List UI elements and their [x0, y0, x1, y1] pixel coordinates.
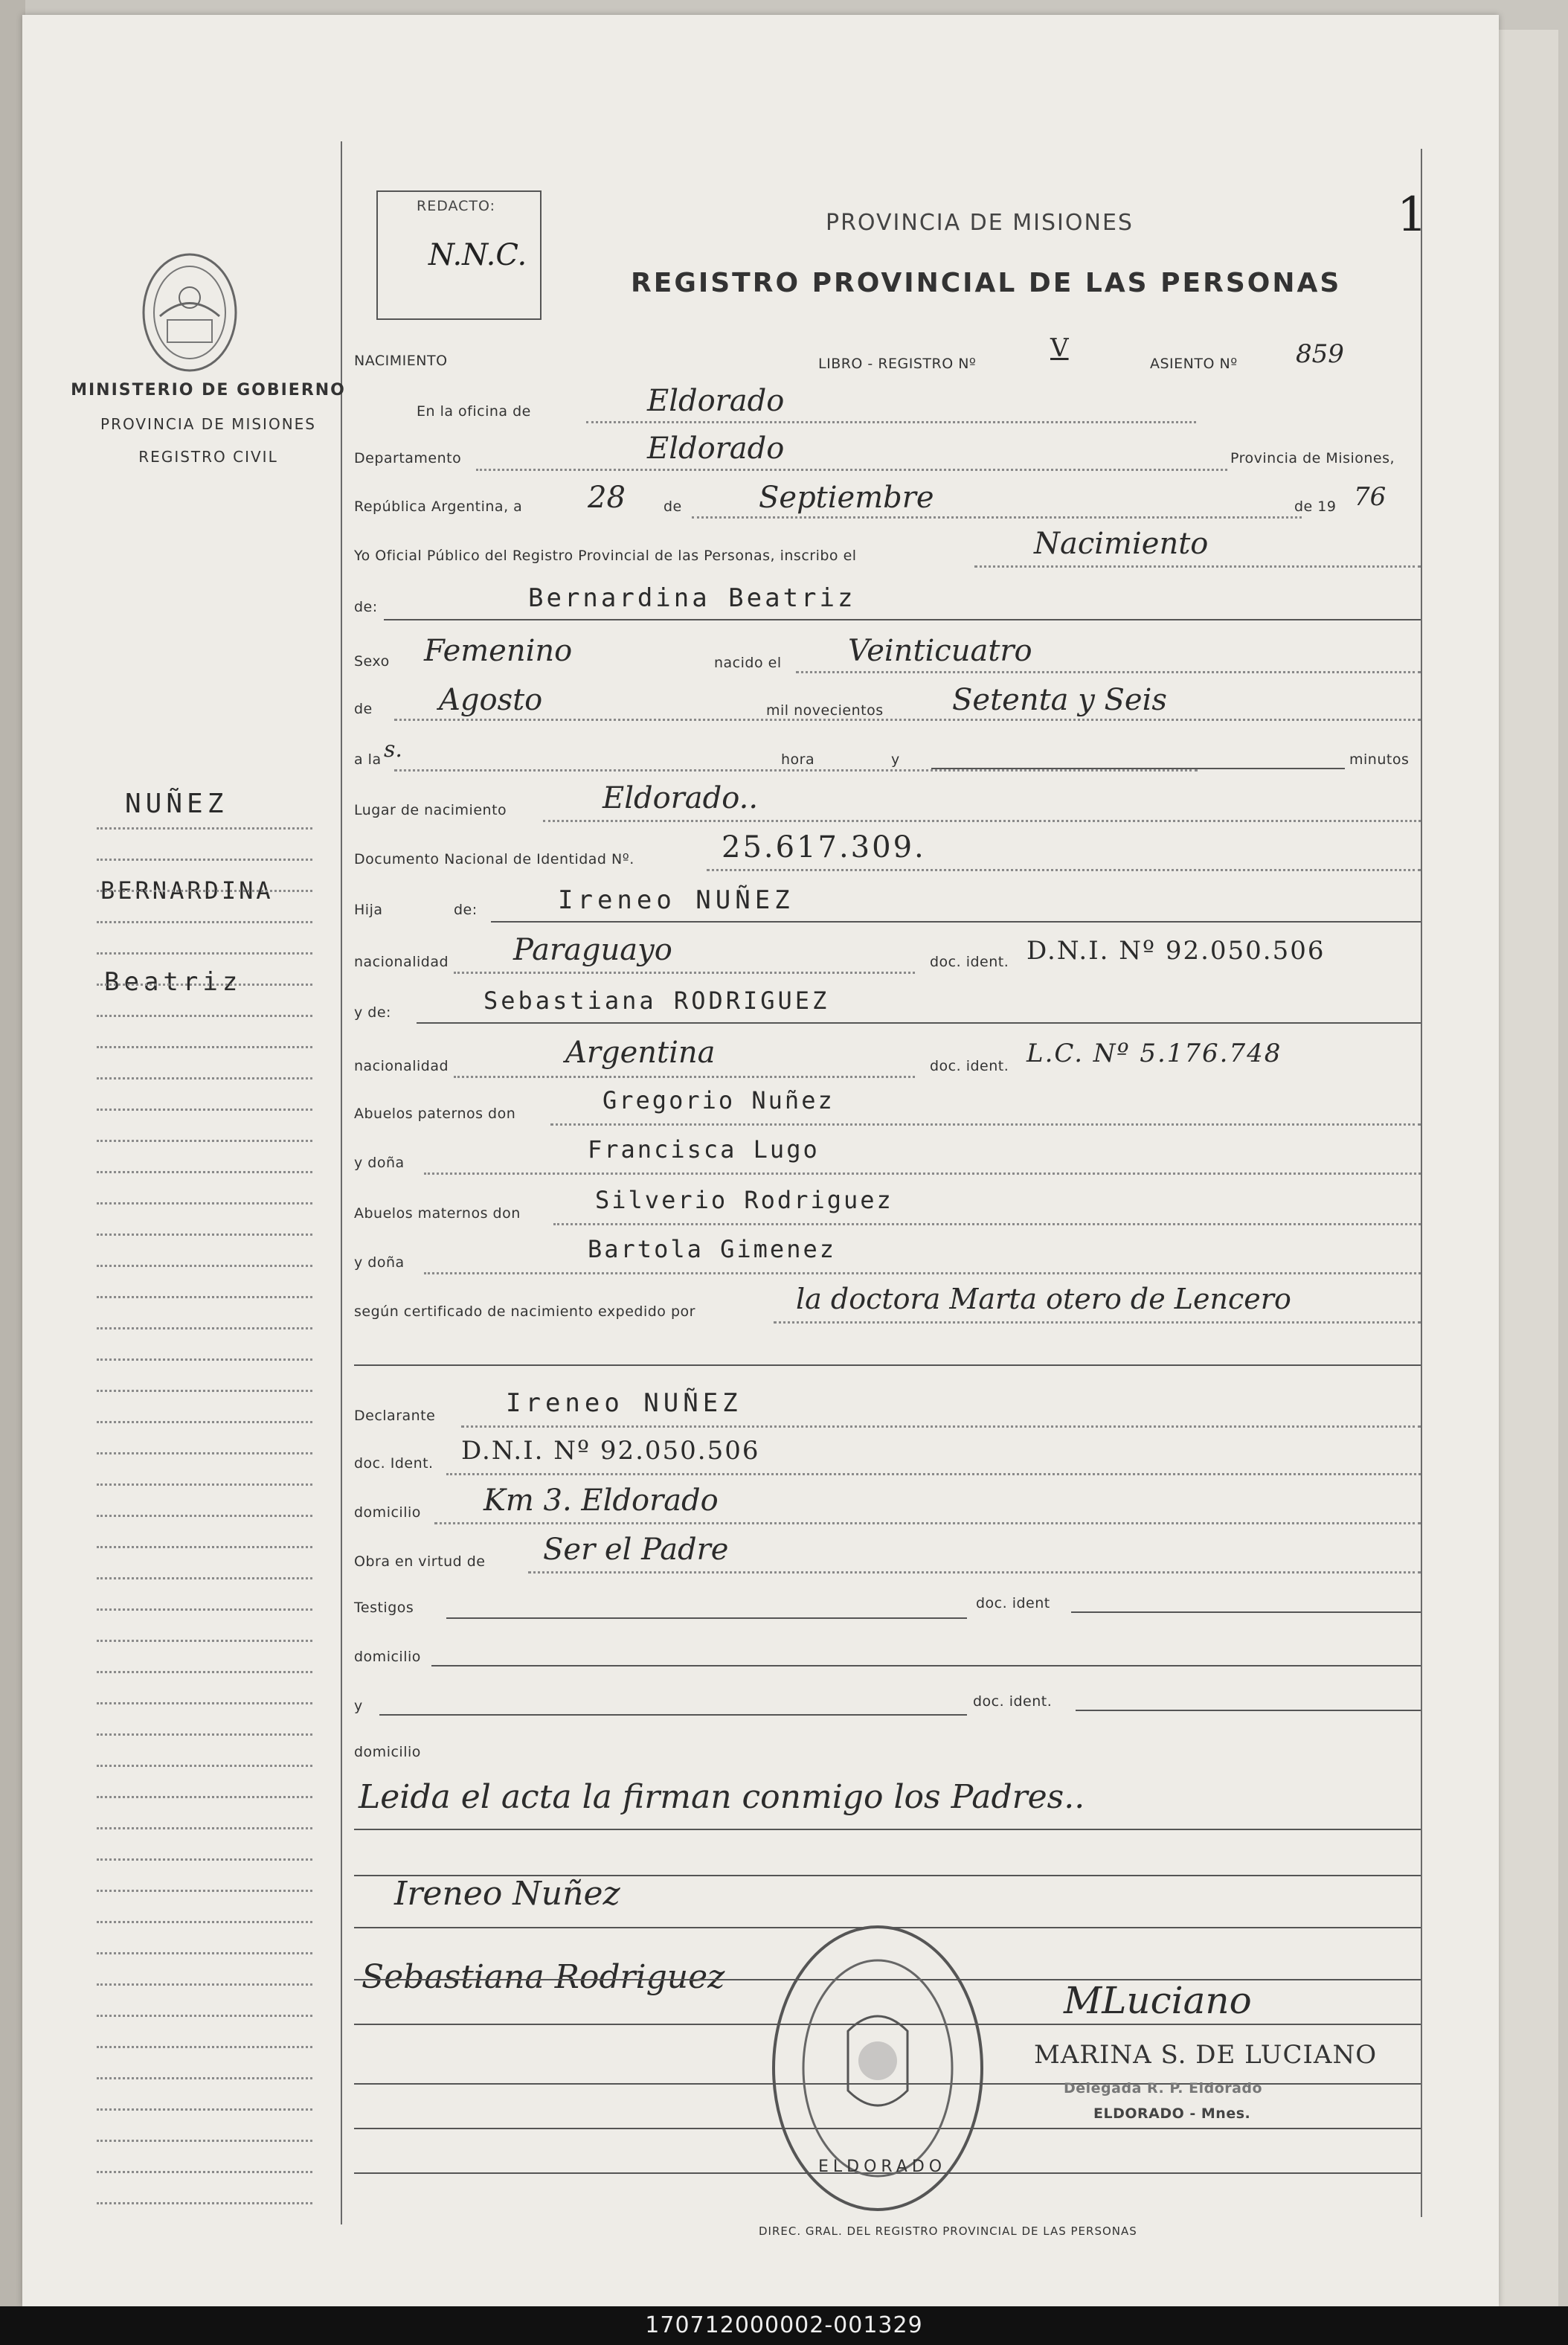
- lugar-value: Eldorado..: [603, 781, 759, 815]
- section-divider: [354, 1364, 1421, 1366]
- abpat2-line: [424, 1172, 1421, 1175]
- oficina-value: Eldorado: [647, 384, 785, 418]
- sidebar-ministry: MINISTERIO DE GOBIERNO: [71, 381, 346, 400]
- madre-doc-label: doc. ident.: [930, 1058, 1009, 1074]
- de4-label: de:: [454, 902, 478, 918]
- libro-value: V: [1050, 333, 1069, 363]
- margin-dotted-line: [97, 1296, 312, 1298]
- margin-dotted-line: [97, 1827, 312, 1829]
- margin-dotted-line: [97, 921, 312, 923]
- decl-doc-label: doc. Ident.: [354, 1455, 434, 1472]
- margin-surname: NUÑEZ: [125, 789, 228, 819]
- declarante-value: Ireneo NUÑEZ: [506, 1388, 742, 1418]
- hora-label: hora: [781, 751, 815, 768]
- margin-dotted-line: [97, 1483, 312, 1486]
- margin-dotted-line: [97, 1858, 312, 1861]
- oficial-label: Yo Oficial Público del Registro Provincial de las Personas, inscribo el: [354, 548, 857, 564]
- margin-dotted-line: [97, 827, 312, 830]
- nacido-line: [796, 671, 1421, 673]
- nombre-line: [384, 619, 1421, 620]
- hora-line: [394, 769, 1198, 771]
- closing-text: Leida el acta la firman conmigo los Padres..: [359, 1778, 1085, 1816]
- docident3-line: [1076, 1710, 1421, 1711]
- hija-label: Hija: [354, 902, 383, 918]
- domicilio-label: domicilio: [354, 1504, 421, 1521]
- margin-dotted-line: [97, 1109, 312, 1111]
- margin-dotted-line: [97, 1765, 312, 1767]
- margin-dotted-line: [97, 2171, 312, 2173]
- certificate-page: [22, 15, 1499, 2306]
- departamento-line: [476, 469, 1227, 471]
- oficina-label: En la oficina de: [417, 403, 531, 420]
- declarante-label: Declarante: [354, 1408, 436, 1424]
- father-signature: Ireneo Nuñez: [394, 1875, 620, 1913]
- padre-nac-label: nacionalidad: [354, 954, 449, 970]
- margin-dotted-line: [97, 2046, 312, 2048]
- section-label: NACIMIENTO: [354, 353, 448, 369]
- margin-dotted-line: [97, 1327, 312, 1329]
- y2-label: y: [354, 1698, 363, 1714]
- margin-dotted-line: [97, 1077, 312, 1080]
- padre-doc-label: doc. ident.: [930, 954, 1009, 970]
- y2-line: [379, 1714, 967, 1716]
- margin-dotted-line: [97, 1921, 312, 1923]
- archive-code: 170712000002-001329: [0, 2306, 1568, 2345]
- padre-value: Ireneo NUÑEZ: [558, 885, 794, 915]
- abpat2-value: Francisca Lugo: [588, 1135, 820, 1164]
- book-spine: [0, 0, 25, 2314]
- margin-dotted-line: [97, 1358, 312, 1361]
- padre-nac-line: [454, 972, 915, 974]
- official-title: Delegada R. P. Eldorado: [1064, 2080, 1263, 2097]
- page-edge: [1499, 30, 1558, 2306]
- acto-value: Nacimiento: [1034, 527, 1209, 561]
- madre-value: Sebastiana RODRIGUEZ: [483, 987, 830, 1015]
- sexo-label: Sexo: [354, 653, 390, 670]
- docident2-label: doc. ident: [976, 1595, 1050, 1611]
- margin-dotted-line: [97, 1702, 312, 1704]
- y-label: y: [891, 751, 900, 768]
- margin-dotted-line: [97, 1202, 312, 1204]
- departamento-value: Eldorado: [647, 432, 785, 466]
- hora-prefix-label: a la: [354, 751, 382, 768]
- margin-dotted-line: [97, 1733, 312, 1736]
- registry-title: REGISTRO PROVINCIAL DE LAS PERSONAS: [631, 268, 1342, 298]
- obra-line: [528, 1571, 1421, 1574]
- day-value: 28: [588, 481, 626, 515]
- margin-dotted-line: [97, 1890, 312, 1892]
- stamp-center-text: ELDORADO: [818, 2158, 947, 2176]
- madre-line: [417, 1022, 1421, 1024]
- sidebar-province: PROVINCIA DE MISIONES: [100, 415, 316, 433]
- minutos-label: minutos: [1349, 751, 1410, 768]
- domicilio-line: [434, 1522, 1421, 1524]
- nacido-label: nacido el: [714, 655, 782, 671]
- margin-dotted-line: [97, 1608, 312, 1611]
- margin-dotted-line: [97, 1796, 312, 1798]
- republica-label: República Argentina, a: [354, 498, 523, 515]
- yde-label: y de:: [354, 1004, 391, 1021]
- margin-dotted-line: [97, 1421, 312, 1423]
- margin-dotted-line: [97, 1546, 312, 1548]
- madre-nac-line: [454, 1076, 915, 1078]
- year-label: de 19: [1294, 498, 1337, 515]
- mother-signature: Sebastiana Rodriguez: [362, 1958, 725, 1996]
- hora-prefix-value: s.: [384, 737, 402, 763]
- lugar-line: [543, 820, 1421, 822]
- nombre-value: Bernardina Beatriz: [528, 583, 856, 613]
- departamento-label: Departamento: [354, 450, 462, 466]
- provincia-label: Provincia de Misiones,: [1230, 450, 1395, 466]
- anio-nac-value: Setenta y Seis: [952, 683, 1167, 717]
- acto-line: [974, 565, 1421, 568]
- declarante-line: [461, 1425, 1421, 1428]
- ydona-label: y doña: [354, 1155, 405, 1171]
- date-line: [692, 516, 1302, 519]
- mes-nac-value: Agosto: [439, 683, 543, 717]
- coat-of-arms-icon: [134, 246, 245, 379]
- nacido-value: Veinticuatro: [848, 634, 1032, 668]
- abpat-line: [550, 1123, 1421, 1126]
- abmat-label: Abuelos maternos don: [354, 1205, 521, 1222]
- docident3-label: doc. ident.: [973, 1693, 1053, 1710]
- margin-dotted-line: [97, 1046, 312, 1048]
- margin-dotted-line: [97, 1983, 312, 1986]
- padre-doc-value: D.N.I. Nº 92.050.506: [1026, 936, 1326, 966]
- decl-doc-line: [446, 1473, 1421, 1475]
- year-value: 76: [1354, 482, 1387, 512]
- segun-label: según certificado de nacimiento expedido por: [354, 1303, 695, 1320]
- mes-line: [394, 719, 1421, 721]
- sexo-value: Femenino: [424, 634, 573, 668]
- sidebar-registry: REGISTRO CIVIL: [138, 448, 278, 466]
- abmat2-value: Bartola Gimenez: [588, 1235, 836, 1263]
- month-value: Septiembre: [759, 481, 934, 515]
- right-frame-rule: [1421, 149, 1422, 2217]
- dni-label: Documento Nacional de Identidad Nº.: [354, 851, 634, 867]
- madre-nac-value: Argentina: [565, 1036, 716, 1070]
- obra-label: Obra en virtud de: [354, 1553, 486, 1570]
- de3-label: de: [354, 701, 373, 717]
- margin-second-name: Beatriz: [104, 967, 242, 997]
- redacto-label: REDACTO:: [417, 198, 496, 214]
- domicilio-value: Km 3. Eldorado: [483, 1483, 719, 1518]
- margin-dotted-line: [97, 952, 312, 955]
- margin-dotted-line: [97, 2202, 312, 2204]
- asiento-value: 859: [1296, 339, 1344, 369]
- margin-dotted-line: [97, 2140, 312, 2142]
- segun-line: [774, 1321, 1421, 1324]
- margin-dotted-line: [97, 1577, 312, 1579]
- redacto-value: N.N.C.: [428, 238, 527, 272]
- province-title: PROVINCIA DE MISIONES: [826, 210, 1134, 236]
- margin-dotted-line: [97, 1952, 312, 1954]
- madre-doc-value: L.C. Nº 5.176.748: [1026, 1039, 1282, 1068]
- margin-dotted-line: [97, 1140, 312, 1142]
- margin-dotted-line: [97, 1234, 312, 1236]
- dni-value: 25.617.309.: [722, 830, 926, 864]
- abmat2-line: [424, 1272, 1421, 1274]
- ydona2-label: y doña: [354, 1254, 405, 1271]
- abmat-value: Silverio Rodriguez: [595, 1186, 893, 1214]
- margin-first-name: BERNARDINA: [100, 876, 274, 905]
- abpat-value: Gregorio Nuñez: [603, 1086, 835, 1114]
- madre-nac-label: nacionalidad: [354, 1058, 449, 1074]
- mil-label: mil novecientos: [766, 702, 884, 719]
- margin-dotted-line: [97, 1515, 312, 1517]
- minutos-line: [931, 768, 1345, 769]
- margin-dotted-line: [97, 1390, 312, 1392]
- abmat-line: [553, 1223, 1421, 1225]
- margin-dotted-line: [97, 1265, 312, 1267]
- margin-dotted-line: [97, 2077, 312, 2079]
- margin-dotted-line: [97, 984, 312, 986]
- oficina-line: [586, 421, 1196, 423]
- margin-dotted-line: [97, 1171, 312, 1173]
- margin-dotted-line: [97, 2108, 312, 2111]
- redacto-box: [376, 190, 542, 320]
- de2-label: de:: [354, 599, 378, 615]
- padre-line: [491, 921, 1421, 923]
- stamp-ring-text: DIREC. GRAL. DEL REGISTRO PROVINCIAL DE LAS PERSONAS: [759, 2224, 1137, 2238]
- padre-nac-value: Paraguayo: [513, 933, 672, 967]
- lugar-label: Lugar de nacimiento: [354, 802, 507, 818]
- segun-value: la doctora Marta otero de Lencero: [796, 1283, 1291, 1315]
- official-name: MARINA S. DE LUCIANO: [1034, 2040, 1378, 2070]
- margin-dotted-line: [97, 1015, 312, 1017]
- obra-value: Ser el Padre: [543, 1533, 729, 1567]
- testigos-line: [446, 1617, 967, 1619]
- official-signature: MLuciano: [1064, 1979, 1252, 2022]
- margin-dotted-line: [97, 890, 312, 892]
- domicilio3-label: domicilio: [354, 1744, 421, 1760]
- decl-doc-value: D.N.I. Nº 92.050.506: [461, 1436, 760, 1466]
- margin-dotted-line: [97, 1671, 312, 1673]
- margin-dotted-line: [97, 859, 312, 861]
- domicilio2-line: [431, 1665, 1421, 1666]
- testigos-label: Testigos: [354, 1600, 414, 1616]
- closing-line: [354, 1829, 1421, 1830]
- de-label: de: [663, 498, 682, 515]
- domicilio2-label: domicilio: [354, 1649, 421, 1665]
- abpat-label: Abuelos paternos don: [354, 1106, 516, 1122]
- margin-dotted-line: [97, 1640, 312, 1642]
- margin-dotted-line: [97, 2015, 312, 2017]
- page-number: 1: [1397, 187, 1427, 243]
- dni-line: [707, 869, 1421, 871]
- margin-dotted-line: [97, 1452, 312, 1454]
- official-place: ELDORADO - Mnes.: [1093, 2105, 1251, 2122]
- docident2-line: [1071, 1611, 1421, 1613]
- libro-label: LIBRO - REGISTRO Nº: [818, 356, 977, 372]
- asiento-label: ASIENTO Nº: [1150, 356, 1238, 372]
